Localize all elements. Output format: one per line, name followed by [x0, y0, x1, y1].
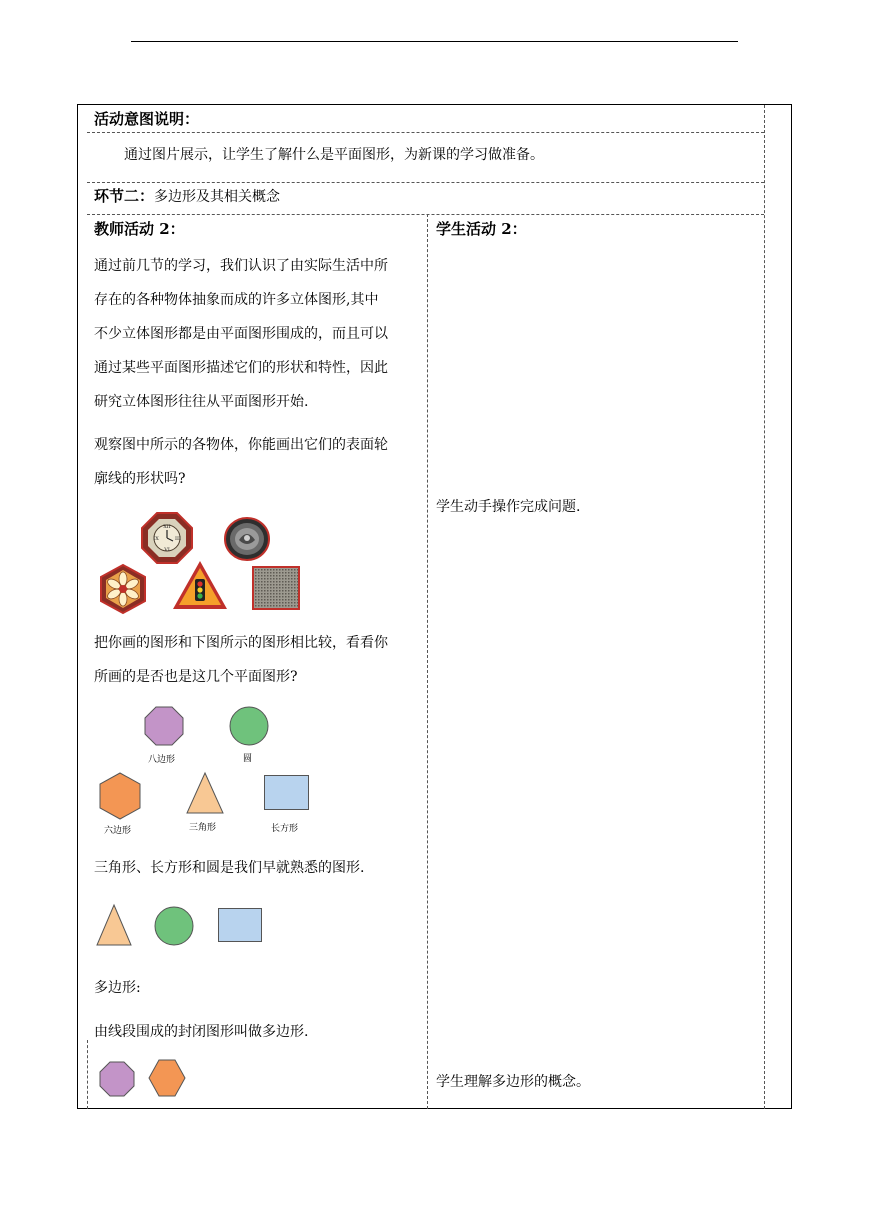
teacher-para3-line2: 所画的是否也是这几个平面图形? — [94, 669, 298, 685]
flower-hexagon-picture — [98, 564, 148, 614]
triangle-fill — [187, 773, 223, 813]
row-divider-1 — [87, 132, 764, 133]
example-hexagon-shape — [148, 1059, 186, 1097]
clock-octagon-picture — [141, 512, 193, 564]
circle-shape — [229, 706, 269, 746]
section2-title: 多边形及其相关概念 — [154, 189, 281, 205]
svg-text:VI: VI — [164, 547, 170, 553]
section2-label: 环节二： — [94, 187, 155, 205]
familiar-shapes-text: 三角形、长方形和圆是我们早就熟悉的图形. — [94, 860, 365, 876]
familiar-triangle-shape — [96, 904, 132, 946]
svg-text:XII: XII — [163, 524, 171, 530]
rectangle-shape — [264, 775, 309, 810]
right-column-divider — [764, 105, 765, 1109]
octagon-label: 八边形 — [148, 755, 176, 765]
svg-text:IX: IX — [153, 536, 159, 542]
example-octagon-shape — [99, 1061, 135, 1097]
teacher-para1-line3: 不少立体图形都是由平面图形围成的，而且可以 — [94, 326, 388, 342]
row-divider-2 — [87, 182, 764, 183]
hexagon-fill — [100, 773, 140, 819]
teacher-student-divider — [427, 214, 428, 1109]
circle-label: 圆 — [243, 754, 253, 764]
left-inner-divider — [87, 1040, 88, 1109]
teacher-para3-line1: 把你画的图形和下图所示的图形相比较，看看你 — [94, 635, 388, 651]
intent-text: 通过图片展示，让学生了解什么是平面图形，为新课的学习做准备。 — [124, 147, 544, 163]
row-divider-3 — [87, 214, 764, 215]
triangle-label: 三角形 — [189, 823, 217, 833]
svg-text:III: III — [175, 536, 181, 542]
teacher-para1-line2: 存在的各种物体抽象而成的许多立体图形,其中 — [94, 292, 379, 308]
section2-header — [94, 186, 280, 207]
coin-picture — [223, 516, 271, 562]
traffic-sign-picture — [171, 559, 229, 611]
familiar-rectangle-shape — [218, 908, 262, 942]
teacher-para1-line1: 通过前几节的学习，我们认识了由实际生活中所 — [94, 258, 388, 274]
familiar-circle-shape — [154, 906, 194, 946]
teacher-activity-title: 教师活动 2： — [94, 220, 185, 238]
rectangle-label: 长方形 — [271, 824, 299, 834]
student-note-1: 学生动手操作完成问题. — [436, 499, 581, 515]
triangle-shape — [186, 772, 224, 814]
student-note-2: 学生理解多边形的概念。 — [436, 1074, 590, 1090]
student-activity-title: 学生活动 2： — [436, 220, 527, 238]
teacher-para1-line5: 研究立体图形往往从平面图形开始. — [94, 394, 309, 410]
circle-fill — [230, 707, 268, 745]
hexagon-label: 六边形 — [104, 826, 132, 836]
rectangle-fill — [265, 776, 309, 810]
hexagon-shape — [98, 772, 142, 820]
octagon-shape — [144, 706, 184, 746]
polygon-definition: 由线段围成的封闭图形叫做多边形. — [94, 1024, 309, 1040]
intent-title: 活动意图说明： — [94, 110, 200, 128]
teacher-para2-line2: 廓线的形状吗? — [94, 471, 186, 487]
teacher-para2-line1: 观察图中所示的各物体，你能画出它们的表面轮 — [94, 437, 388, 453]
octagon-fill — [145, 707, 183, 745]
teacher-para1-line4: 通过某些平面图形描述它们的形状和特性，因此 — [94, 360, 388, 376]
mesh-square-picture — [252, 566, 300, 610]
polygon-heading: 多边形: — [94, 980, 141, 996]
header-rule — [131, 41, 738, 42]
